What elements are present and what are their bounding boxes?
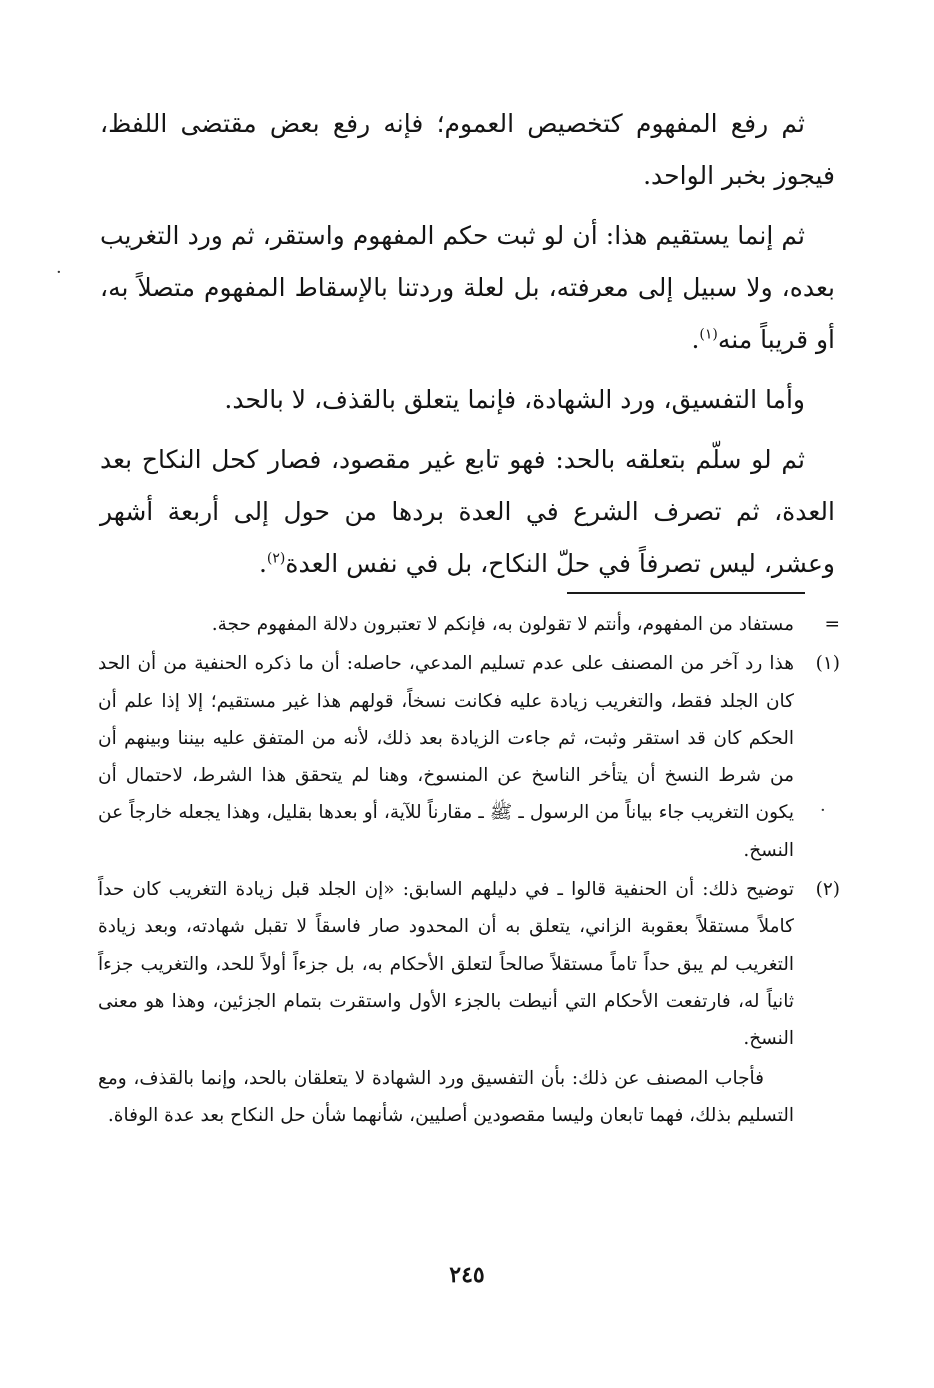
page-number: ٢٤٥ — [449, 1262, 485, 1288]
paragraph-2-text: ثم إنما يستقيم هذا: أن لو ثبت حكم المفهوم واستقر، ثم ورد التغريب بعده، ولا سبيل إلى معرفته، بل لعلة وردتنا بالإسقاط المفهوم متصلاً به، أو قريباً منه — [100, 221, 835, 354]
continuation-marker: = — [824, 614, 840, 635]
footnote-continuation-text: مستفاد من المفهوم، وأنتم لا تقولون به، فإنكم لا تعتبرون دلالة المفهوم حجة. — [211, 614, 794, 635]
footnote-divider — [567, 592, 805, 594]
footnote-ref-2[interactable]: (٢) — [266, 550, 286, 567]
footnote-2-continuation-text: فأجاب المصنف عن ذلك: بأن التفسيق ورد الشهادة لا يتعلقان بالحد، وإنما بالقذف، ومع التسليم بذلك، فهما تابعان وليسا مقصودين أصليين، شأنهما شأن حل النكاح بعد عدة الوفاة. — [98, 1067, 794, 1126]
margin-dot: · — [820, 800, 826, 821]
margin-dot: · — [56, 262, 62, 283]
paragraph-3-text: وأما التفسيق، ورد الشهادة، فإنما يتعلق بالقذف، لا بالحد. — [224, 385, 805, 414]
paragraph-4-end: . — [258, 549, 267, 578]
footnote-2-text: توضيح ذلك: أن الحنفية قالوا ـ في دليلهم السابق: «إن الجلد قبل زيادة التغريب كان حداً كاملاً مستقلاً بعقوبة الزاني، يتعلق به أن المحدود صار فاسقاً لا تقبل شهادته، وبعد زيادة التغريب لم يبق حداً تاماً مستقلاً صالحاً لتعلق الأحكام به، بل جزءاً أولاً للحد، والتغريب جزءاً ثانياً له، فارتفعت الأحكام التي أنيطت بالجزء الأول واستقرت بتمام الجزئين، وهذا هو معنى النسخ. — [98, 879, 794, 1050]
main-text — [100, 98, 835, 598]
footnote-continuation — [98, 606, 840, 643]
paragraph-3 — [100, 374, 835, 426]
footnote-1-marker: (١) — [815, 653, 840, 675]
paragraph-1-text: ثم رفع المفهوم كتخصيص العموم؛ فإنه رفع بعض مقتضى اللفظ، فيجوز بخبر الواحد. — [100, 109, 835, 190]
paragraph-2 — [100, 210, 835, 366]
footnote-2 — [98, 871, 840, 1057]
footnote-ref-1[interactable]: (١) — [699, 326, 718, 343]
paragraph-4 — [100, 434, 835, 590]
paragraph-4-text: ثم لو سلّم بتعلقه بالحد: فهو تابع غير مقصود، فصار كحل النكاح بعد العدة، ثم تصرف الشرع في العدة بردها من حول إلى أربعة أشهر وعشر، ليس تصرفاً في حلّ النكاح، بل في نفس العدة — [100, 445, 835, 578]
footnotes — [98, 606, 840, 1134]
footnote-2-marker: (٢) — [815, 879, 840, 901]
footnote-1-text: هذا رد آخر من المصنف على عدم تسليم المدعي، حاصله: أن ما ذكره الحنفية من أن الحد كان الجلد فقط، والتغريب زيادة عليه فكانت نسخاً، قولهم هذا غير مستقيم؛ إلا إذا علم أن الحكم كان قد استقر وثبت، ثم جاءت الزيادة بعد ذلك، لأنه من المتفق عليه بيننا وبينهم أن من شرط النسخ أن يتأخر الناسخ عن المنسوخ، وهنا لم يتحقق هذا الشرط، لاحتمال أن يكون التغريب جاء بياناً من الرسول ـ ﷺ ـ مقارناً للآية، أو بعدها بقليل، وهذا يجعله خارجاً عن النسخ. — [98, 653, 794, 861]
footnote-1 — [98, 645, 840, 869]
paragraph-1 — [100, 98, 835, 202]
footnote-2-continuation — [98, 1060, 840, 1135]
paragraph-2-end: . — [691, 325, 700, 354]
